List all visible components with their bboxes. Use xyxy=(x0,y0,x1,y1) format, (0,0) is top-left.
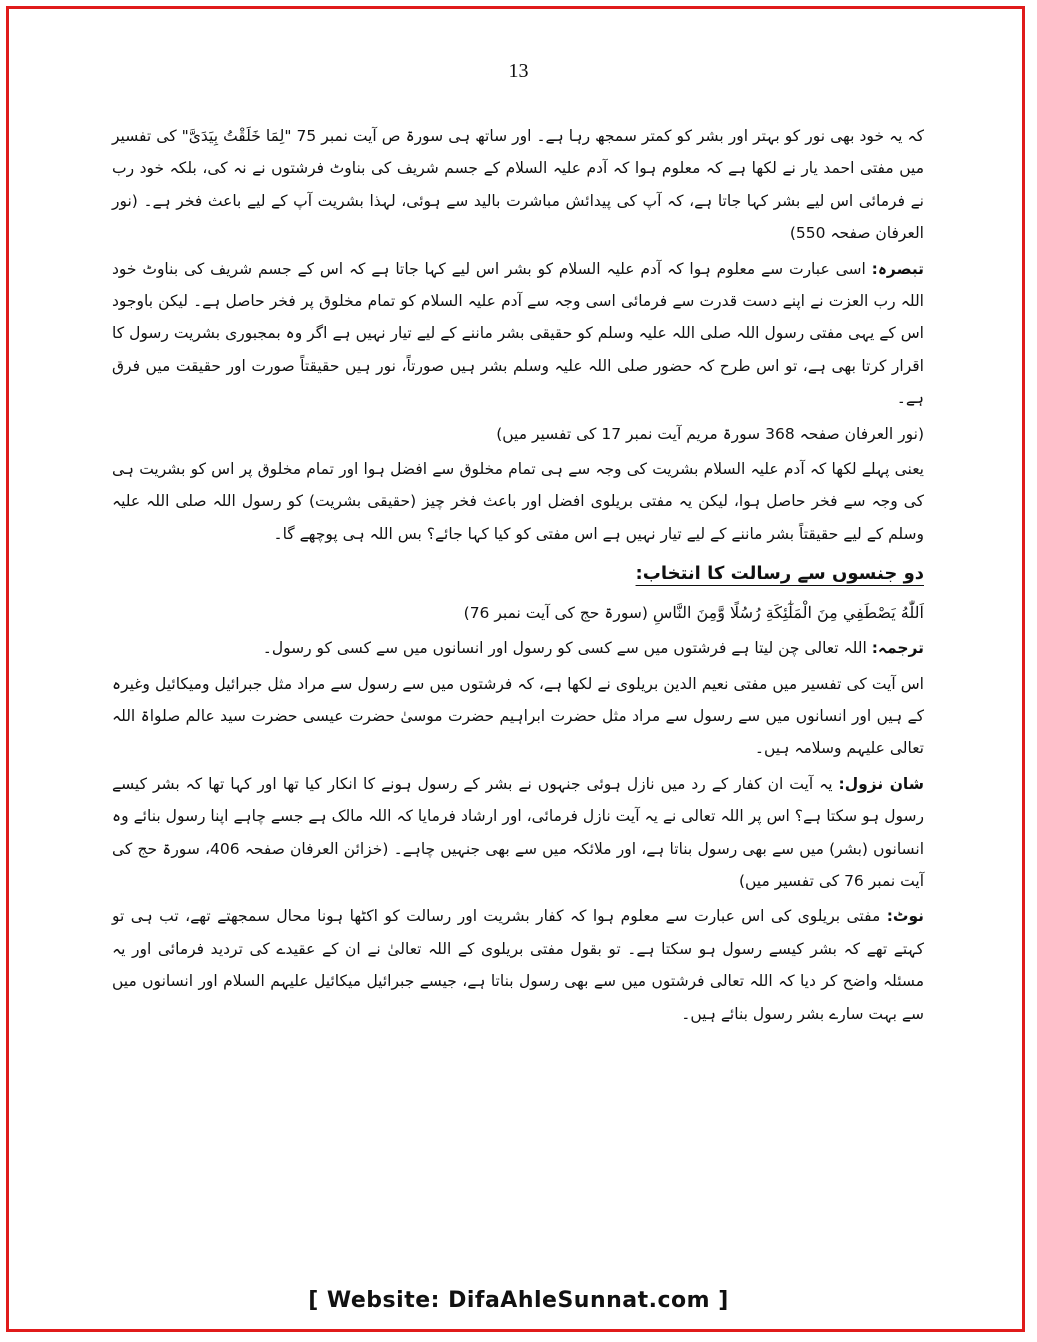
shan-nuzool-label: شان نزول: xyxy=(838,774,924,793)
section-heading: دو جنسوں سے رسالت کا انتخاب: xyxy=(635,563,924,585)
yani-paragraph: یعنی پہلے لکھا کہ آدم علیہ السلام بشریت کی وجہ سے ہی تمام مخلوق سے افضل ہوا اور تمام مخلوق پر اس کو بشریت ہی کی وجہ سے فخر حاصل ہوا، لیکن یہ مفتی بریلوی افضل اور باعث فخر چیز (حقیقی بشریت) کو رسول اللہ صلی اللہ علیہ وسلم کے لیے حقیقتاً بشر ماننے کے لیے تیار نہیں ہے اس مفتی کو کیا کہا جائے؟ بس اللہ ہی پوچھے گا۔ xyxy=(112,460,924,543)
tarjuma-text: اللہ تعالی چن لیتا ہے فرشتوں میں سے کسی کو رسول اور انسانوں میں سے کسی کو رسول۔ xyxy=(262,639,872,658)
shan-nuzool-paragraph xyxy=(112,768,924,898)
intro-paragraph: کہ یہ خود بھی نور کو بہتر اور بشر کو کمتر سمجھ رہا ہے۔ اور ساتھ ہی سورۃ ص آیت نمبر 75 "لِمَا خَلَقْتُ بِیَدَیَّ" کی تفسیر میں مفتی احمد یار نے لکھا ہے کہ معلوم ہوا کہ آدم علیہ السلام کے جسم شریف کی بناوٹ فرشتوں نے نہ کی، بلکہ خود رب نے فرمائی اس لیے بشر کہا جاتا ہے، کہ آپ کی پیدائش مباشرت بالید سے ہوئی، لہذا بشریت آپ کے لیے باعث فخر ہے۔ (نور العرفان صفحہ 550) xyxy=(112,127,925,243)
tarjuma-paragraph xyxy=(112,632,924,664)
note-label: نوٹ: xyxy=(886,907,924,926)
page-number: 13 xyxy=(508,60,529,82)
ayah-reference: (سورۃ حج کی آیت نمبر 76) xyxy=(463,603,653,622)
reference-noor-ul-irfan: (نور العرفان صفحہ 368 سورۃ مریم آیت نمبر 17 کی تفسیر میں) xyxy=(496,424,924,443)
tafseer-paragraph: اس آیت کی تفسیر میں مفتی نعیم الدین بریلوی نے لکھا ہے، کہ فرشتوں میں سے رسول سے مراد مثل جبرائیل ومیکائیل وغیرہ کے ہیں اور انسانوں میں سے رسول سے مراد مثل حضرت ابراہیم حضرت موسیٰ حضرت عیسی حضرت سید عالم صلواۃ اللہ تعالی علیہم وسلامہ ہیں۔ xyxy=(112,674,924,758)
tabsira-text: اسی عبارت سے معلوم ہوا کہ آدم علیہ السلام کو بشر اس لیے کہا جاتا ہے کہ اس کے جسم شریف کی بناوٹ خود اللہ رب العزت نے اپنے دست قدرت سے فرمائی اسی وجہ سے آدم علیہ السلام کو تمام مخلوق پر فخر حاصل ہے۔ لیکن باوجود اس کے یہی مفتی رسول اللہ صلی اللہ علیہ وسلم کو حقیقی بشر ماننے کے لیے تیار نہیں ہے اگر وہ بمجبوری بشریت رسول کا اقرار کرتا بھی ہے، تو اس طرح کہ حضور صلی اللہ علیہ وسلم بشر ہیں صورتاً، نور ہیں حقیقتاً صورت اور حقیقت میں فرق ہے۔ xyxy=(112,259,924,408)
ayah-arabic: اَللّٰهُ يَصْطَفِي مِنَ الْمَلٰٓئِكَةِ رُسُلًا وَّمِنَ النَّاسِ xyxy=(652,602,924,622)
ayah-line xyxy=(112,597,924,629)
tabsira-label: تبصرہ: xyxy=(871,259,924,278)
note-paragraph xyxy=(112,900,924,1030)
document-body xyxy=(112,120,924,1033)
tabsira-paragraph xyxy=(112,253,924,415)
website-footer: [ Website: DifaAhleSunnat.com ] xyxy=(308,1288,729,1313)
note-text: مفتی بریلوی کی اس عبارت سے معلوم ہوا کہ کفار بشریت اور رسالت کو اکٹھا ہونا محال سمجھتے تھے، تب ہی تو کہتے تھے کہ بشر کیسے رسول ہو سکتا ہے۔ تو بقول مفتی بریلوی کے اللہ تعالیٰ نے ان کے عقیدے کی تردید فرمائی اور یہ مسئلہ واضح کر دیا کہ اللہ تعالی فرشتوں میں سے بھی رسول بناتا ہے، جیسے جبرائیل میکائیل علیہم السلام اور انسانوں میں سے بہت سارے بشر رسول بنائے ہیں۔ xyxy=(112,907,924,1023)
tarjuma-label: ترجمہ: xyxy=(871,639,924,658)
shan-nuzool-text: یہ آیت ان کفار کے رد میں نازل ہوئی جنہوں نے بشر کے رسول ہونے کا انکار کیا تھا اور کہا تھا کہ بشر کیسے رسول ہو سکتا ہے؟ اس پر اللہ تعالی نے یہ آیت نازل فرمائی، اور ارشاد فرمایا کہ اللہ مالک ہے جسے چاہے اپنا رسول بنائے وہ انسانوں (بشر) میں سے بھی رسول بناتا ہے، اور ملائکہ میں سے بھی جنہیں چاہے۔ (خزائن العرفان صفحہ 406، سورۃ حج کی آیت نمبر 76 کی تفسیر میں) xyxy=(112,774,925,890)
